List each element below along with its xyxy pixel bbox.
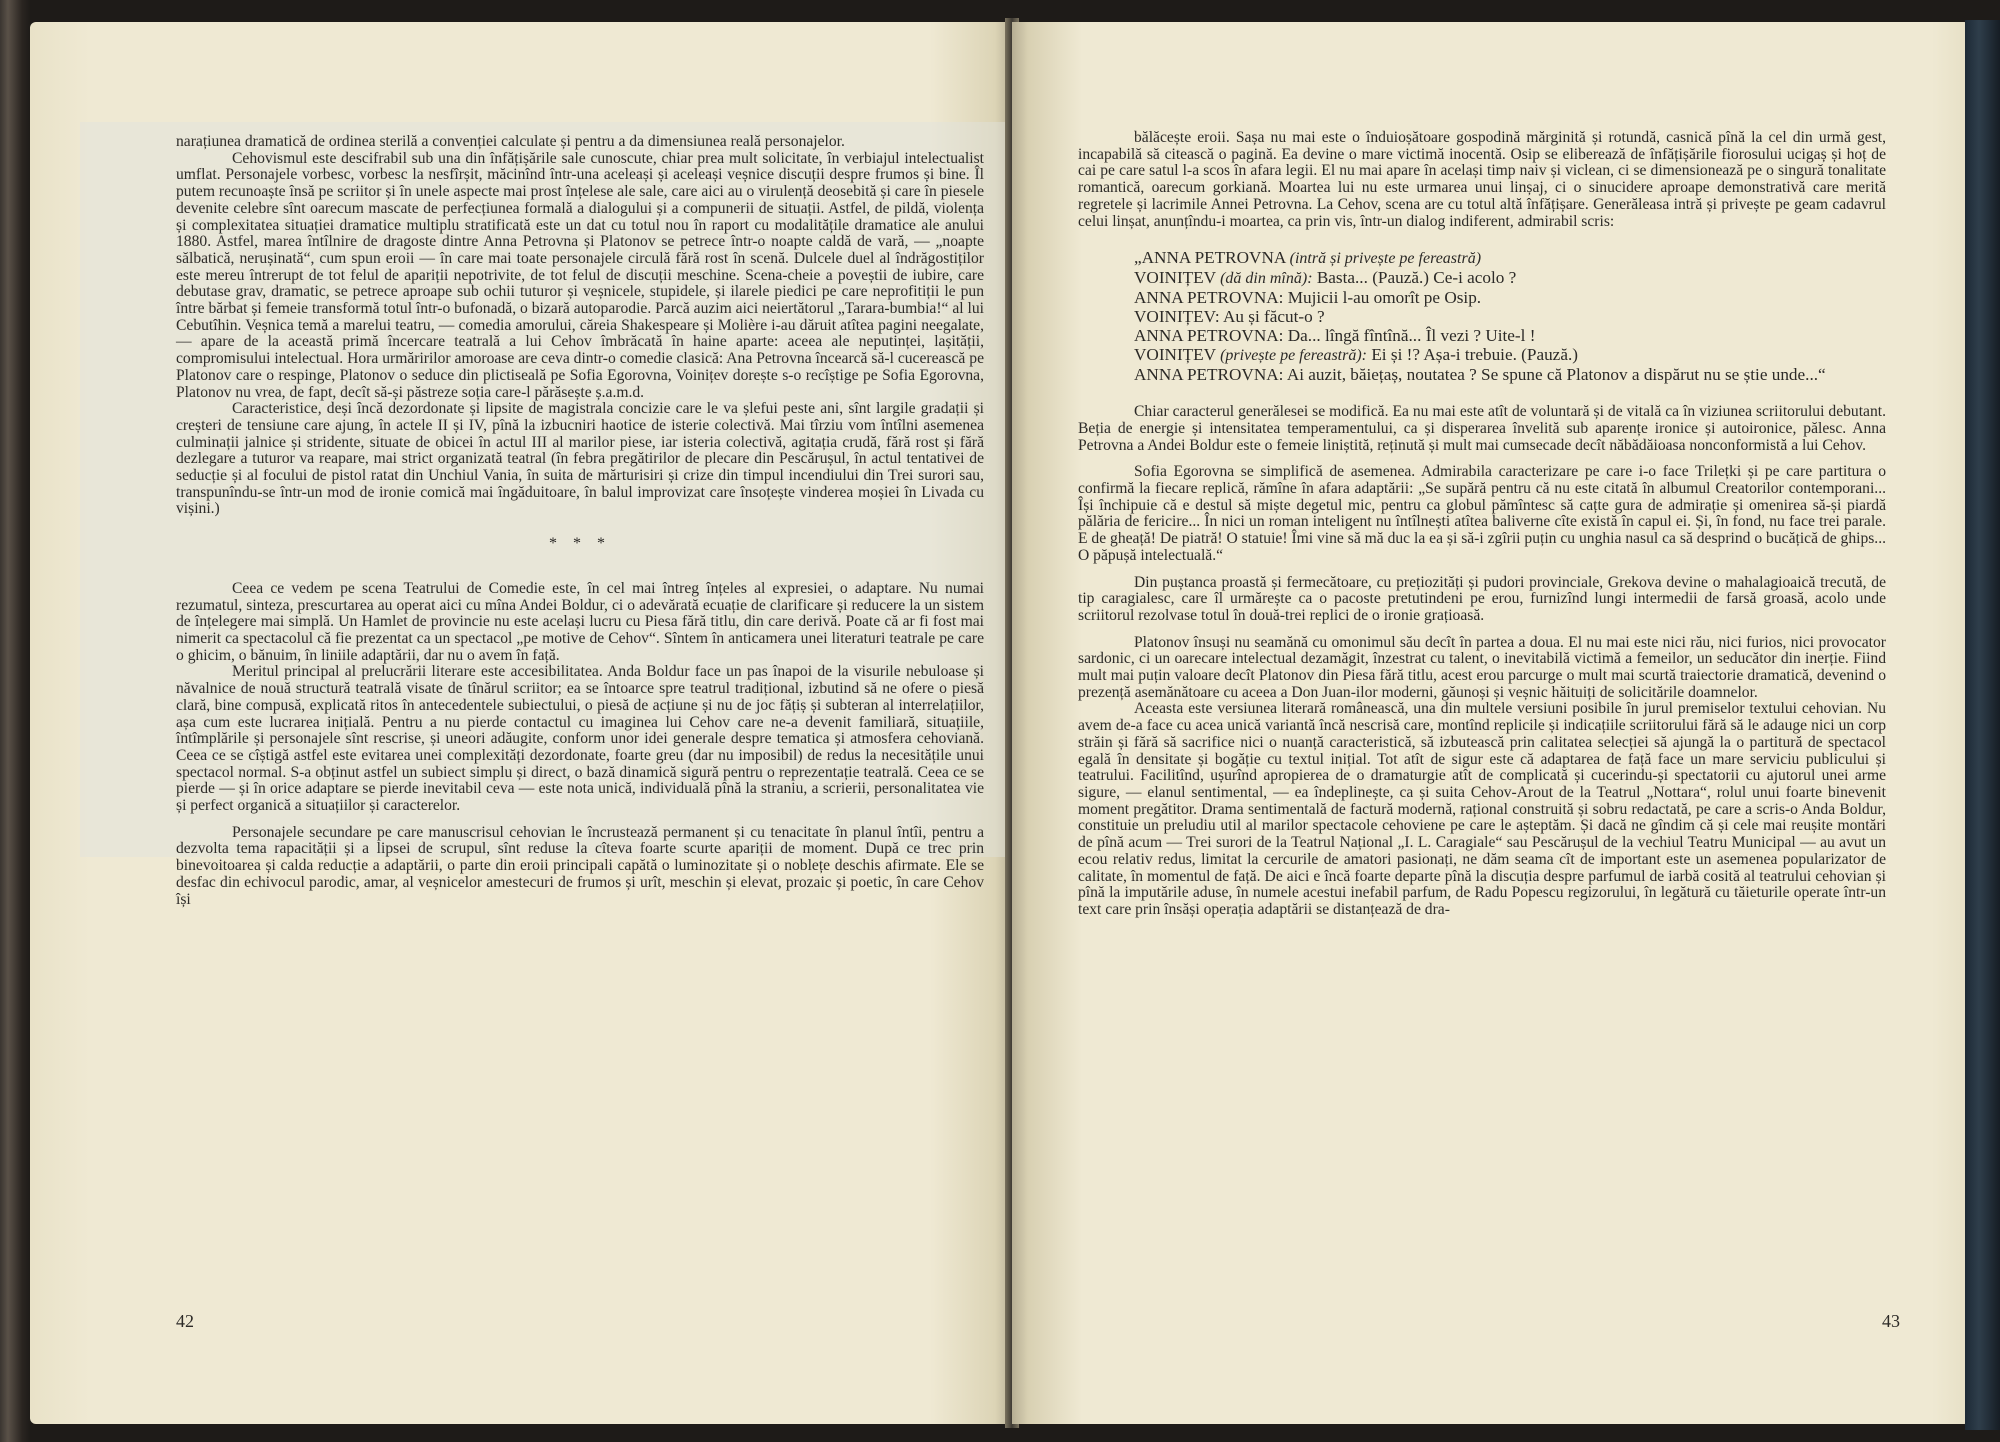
dialogue-block <box>1134 248 1886 384</box>
dialogue-line <box>1134 248 1886 268</box>
paragraph: narațiunea dramatică de ordinea sterilă a convenției calculate și pentru a da dimensiunea reală personajelor. <box>176 133 845 150</box>
section-break: * * * <box>549 535 611 553</box>
paragraph: Platonov însuși nu seamănă cu omonimul său decît în partea a doua. El nu mai este nici rău, nici furios, nici provocator sardonic, ci un oarecare intelectual dezamăgit, înzestrat cu talent, o inevitabilă victimă a femeilor, un seducător din inerție. Fiind mult mai puțin valoare decît Platonov din Piesa fără titlu, acest erou parcurge o mult mai scurtă traiectorie dramatică, devenind o prezență asemănătoare cu aceea a Don Juan-ilor moderni, găunoși și veșnic hăituiți de solicitările doamnelor. <box>1078 633 1886 701</box>
dialogue-line <box>1134 345 1886 365</box>
left-page-column <box>176 134 984 908</box>
paragraph: bălăcește eroii. Sașa nu mai este o înduioșătoare gospodină mărginită și rotundă, casnică pînă la cel din urmă gest, incapabilă să citească o pagină. Ea devine o mare victimă inocentă. Osip se eliberează de înfățișările fiorosului ucigaș și hoț de cai pe care satul l-a scos în afara legii. El nu mai apare în același timp naiv și viclean, ci se dimensionează pe o singură tonalitate romantică, oarecum gorkiană. Moartea lui nu este urmarea unui linșaj, ci o sinucidere aproape demonstrativă care merită regretele și lacrimile Annei Petrovna. La Cehov, scena are cu totul altă înfățișare. Generăleasa intră și privește pe geam cadavrul celui linșat, anunțîndu-i moartea, ca prin vis, într-un dialog indiferent, admirabil scris: <box>1078 129 1886 230</box>
paragraph: Caracteristice, deși încă dezordonate și lipsite de magistrala concizie care le va șlefui peste ani, sînt largile gradații și creșteri de tensiune care ajung, în actele II și IV, pînă la izbucniri haotice de isterie colectivă. Mai tîrziu vom întîlni asemenea culminații jalnice și stridente, situate de obicei în actul III al marilor piese, iar isteria colectivă, agitația crudă, fără rost și fără dezlegare a tuturor va reapare, mai strict organizată teatral (în febra pregătirilor de plecare din Pescărușul, în actul tentativei de seducție și al focului de pistol ratat din Unchiul Vania, în suita de mărturisiri și crize din timpul incendiului din Trei surori sau, transpunîndu-se într-un mod de ironie comică mai îngăduitoare, în balul improvizat care însoțește vinderea moșiei în Livada cu vișini.) <box>176 400 984 518</box>
speaker: „ANNA PETROVNA <box>1134 248 1286 268</box>
book-cover-edge <box>1965 20 2000 1430</box>
dialogue-line <box>1134 326 1886 345</box>
page-number: 42 <box>176 1311 194 1331</box>
stage-direction: (privește pe fereastră): <box>1220 347 1368 365</box>
replica: Ei și !? Așa-i trebuie. (Pauză.) <box>1371 345 1578 365</box>
paragraph: Personajele secundare pe care manuscrisul cehovian le încrustează permanent și cu tenacitate în planul întîi, pentru a dezvolta tema rapacității și a lipsei de scrupul, sînt reduse la cîteva foarte scurte apariții de moment. După ce trec prin binevoitoarea și calda reducție a adaptării, o parte din eroii principali capătă o luminozitate și o noblețe deschis afirmate. Ele se desfac din echivocul parodic, amar, al veșnicelor amestecuri de frumos și urît, meschin și elevat, prozaic și poetic, în care Cehov își <box>176 823 984 908</box>
paragraph: Ceea ce vedem pe scena Teatrului de Comedie este, în cel mai întreg înțeles al expresiei, o adaptare. Nu numai rezumatul, sinteza, prescurtarea au operat aici cu mîna Andei Boldur, ci o adevărată ecuație de clarificare și reducere la un sistem de înțelegere mai simplă. Un Hamlet de provincie nu este același lucru cu Piesa fără titlu, din care derivă. Poate că ar fi fost mai nimerit ca spectacolul că fie prezentat ca un spectacol „pe motive de Cehov“. Sîntem în anticamera unei literaturi teatrale pe care o ghicim, o bănuim, în liniile adaptării, dar nu o avem în față. <box>176 579 984 664</box>
replica: Ai auzit, băiețaș, noutatea ? Se spune că Platonov a dispărut nu se știe unde...“ <box>1286 365 1826 385</box>
replica: Da... lîngă fîntînă... Îl vezi ? Uite-l ! <box>1287 326 1536 346</box>
dialogue-line <box>1134 307 1886 326</box>
right-page <box>1012 22 1970 1424</box>
paragraph: Din puștanca proastă și fermecătoare, cu prețiozități și pudori provinciale, Grekova devine o mahalagioaică trecută, de tip caragialesc, care îl urmărește ca o pacoste pretutindeni pe erou, furnizînd lungi intermedii de farsă groasă, acolo unde scriitorul rezolvase totul în două-trei replici de o ironie grațioasă. <box>1078 573 1886 624</box>
dialogue-line <box>1134 365 1886 384</box>
paragraph: Cehovismul este descifrabil sub una din înfățișările sale cunoscute, chiar prea mult solicitate, în verbiajul intelectualist umflat. Personajele vorbesc, vorbesc la nesfîrșit, măcinînd într-una aceleași și aceleași veșnice discuții despre frumos și bine. Îl putem recunoaște însă pe scriitor și în unele aspecte mai prost înțelese ale sale, care aici au o virulență deosebită și care în piesele devenite celebre sînt oarecum mascate de perfecțiunea formală a dialogului și a compunerii de situații. Astfel, de pildă, violența și complexitatea situației dramatice multiplu stratificată este un dat cu totul nou în raport cu modalitățile dramatice ale anului 1880. Astfel, marea întîlnire de dragoste dintre Anna Petrovna și Platonov se petrece într-o noapte caldă de vară, — „noapte sălbatică, nerușinată“, cum spun eroii — în care mai toate personajele circulă fără rost în scenă. Dulcele duel al îndrăgostiților este mereu întrerupt de tot felul de apariții nepotrivite, de tot felul de discuții meschine. Scena-cheie a poveștii de iubire, care debutase grav, dramatic, se petrece aproape sub ochii tuturor și veșnicele, stupidele, și ilarele piedici pe care neprofitiții le pun între bărbat și femeie transformă totul într-o bufonadă, o bizară autoparodie. Parcă auzim aici neiertătorul „Tarara-bumbia!“ al lui Cebutîhin. Veșnica temă a marelui teatru, — comedia amorului, căreia Shakespeare și Molière i-au dăruit atîtea pagini neegalate, — apare de la această primă încercare teatrală a lui Cehov îmbrăcată în haine aparte: aceea ale neputinței, lașității, compromisului intelectual. Hora urmăririlor amoroase are ceva dintr-o comedie clasică: Ana Petrovna încearcă să-l cucerească pe Platonov care o respinge, Platonov o seduce din plictiseală pe Sofia Egorovna, Voinițev dorește s-o recîștige pe Sofia Egorovna, Platonov nu vrea, de fapt, decît să-și păstreze soția care-l părăsește ș.a.m.d. <box>176 149 984 401</box>
paragraph: Aceasta este versiunea literară românească, una din multele versiuni posibile în jurul premiselor textului cehovian. Nu avem de-a face cu acea unică variantă încă nescrisă care, montînd replicile și indicațiile scriitorului fără să le adauge nici un corp străin și fără să sacrifice nici o nuanță caracteristică, să izbutească prin calitatea selecției să ajungă la o partitură de spectacol egală în densitate și bogăție cu textul inițial. Tot atît de sigur este că adaptarea de față face un mare serviciu publicului și teatrului. Facilitînd, ușurînd apropierea de o dramaturgie atît de complicată și cucerindu-și spectatorii cu ajutorul unei arme sigure, — elanul sentimental, — ea îndeplinește, ca și suita Cehov-Arout de la Teatrul „Nottara“, rolul unui foarte binevenit moment pregătitor. Drama sentimentală de factură modernă, rațional construită și sobru redactată, pe care a scris-o Anda Boldur, constituie un preludiu util al marilor spectacole cehoviene pe care le așteptăm. Și dacă ne gîndim că și cele mai reușite montări de pînă acum — Trei surori de la Teatrul Național „I. L. Caragiale“ sau Pescărușul de la vechiul Teatru Municipal — au avut un ecou relativ redus, limitat la cercurile de amatori pasionați, ne dăm seama cît de important este un asemenea popularizator de calitate, în momentul de față. De aici e încă foarte departe pînă la discuția despre parfumul de iarbă cosită al teatrului cehovian și pînă la imputările aduse, în numele acestui inefabil parfum, de Radu Popescu regizorului, în legătură cu tăieturile operate într-un text care prin însăși operația adaptării se distanțează de dra- <box>1078 700 1886 918</box>
replica: Basta... (Pauză.) Ce-i acolo ? <box>1316 268 1517 288</box>
replica: Au și făcut-o ? <box>1222 307 1325 327</box>
stage-direction: (intră și privește pe fereastră) <box>1289 250 1482 268</box>
paragraph: Meritul principal al prelucrării literare este accesibilitatea. Anda Boldur face un pas înapoi de la visurile nebuloase și năvalnice de nouă structură teatrală visate de tînărul scriitor; ea se întoarce spre teatrul tradițional, izbutind să ne ofere o piesă clară, bine compusă, explicată ritos în antecedentele subiectului, o piesă de acțiune și nu de joc fățiș și subteran al interrelațiilor, așa cum este lucrarea inițială. Pentru a nu pierde contactul cu imaginea lui Cehov care ne-a devenit familiară, situațiile, întîmplările și personajele sînt rescrise, și uneori adăugite, conform unor idei generale despre tematica și atmosfera cehoviană. Ceea ce se cîștigă astfel este evitarea unei complexități dezordonate, foarte greu (dar nu imposibil) de redus la necesitățile unui spectacol normal. S-a obținut astfel un subiect simplu și direct, o bază dinamică sigură pentru o reprezentație teatrală. Ceea ce se pierde — și în orice adaptare se pierde inevitabil ceva — este nota unică, individuală pînă la straniu, a scrierii, personalitatea vie și perfect organică a situațiilor și caracterelor. <box>176 663 984 815</box>
speaker: ANNA PETROVNA: <box>1134 326 1284 346</box>
speaker: ANNA PETROVNA: <box>1134 288 1284 308</box>
paragraph: Sofia Egorovna se simplifică de asemenea. Admirabila caracterizare pe care i-o face Trilețki și pe care partitura o confirmă la fiecare replică, rămîne în afara adaptării: „Se supără pentru că nu este citată în albumul Creatorilor contemporani... Își închipuie că e destul să miște degetul mic, pentru ca globul pămîntesc să cațte gura de admirație și omenirea să-și piardă pălăria de fericire... În nici un roman inteligent nu întîlnești atîtea baliverne cîte există în capul ei. Și, în fond, nu face trei parale. E de gheață! De piatră! O statuie! Îmi vine să mă duc la ea și să-i zgîrii puțin cu unghia nasul ca să desprind o bucățică de ghips... O păpușă intelectuală.“ <box>1078 463 1887 564</box>
dialogue-line <box>1134 288 1886 307</box>
speaker: VOINIȚEV: <box>1134 307 1220 327</box>
right-page-column <box>1078 130 1886 919</box>
stage-direction: (dă din mînă): <box>1220 270 1313 288</box>
speaker: ANNA PETROVNA: <box>1134 365 1284 385</box>
left-page <box>30 22 1012 1424</box>
dialogue-line <box>1134 268 1886 288</box>
replica: Mujicii l-au omorît pe Osip. <box>1287 288 1482 308</box>
speaker: VOINIȚEV <box>1134 345 1216 365</box>
paragraph: Chiar caracterul generălesei se modifică. Ea nu mai este atît de voluntară și de vitală ca în viziunea scriitorului debutant. Beția de energie și intensitatea temperamentului, ca și disperarea învelită sub aparențe ironice și autoironice, pălesc. Anna Petrovna a Andei Boldur este o femeie liniștită, reținută și mult mai cumsecade decît năbădăioasa nonconformistă a lui Cehov. <box>1078 403 1886 454</box>
speaker: VOINIȚEV <box>1134 268 1216 288</box>
page-number: 43 <box>1882 1311 1900 1331</box>
